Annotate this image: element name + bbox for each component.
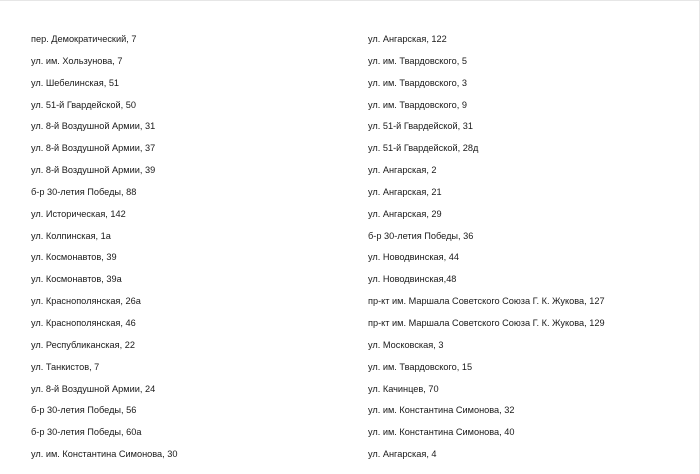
address-item: ул. им. Константина Симонова, 32	[368, 405, 515, 416]
address-list-right	[368, 32, 688, 469]
address-item: ул. им. Константина Симонова, 30	[31, 449, 178, 460]
address-item: ул. Танкистов, 7	[31, 361, 100, 372]
address-item: ул. 8-й Воздушной Армии, 24	[31, 383, 156, 394]
address-item: ул. 51-й Гвардейской, 50	[31, 99, 136, 110]
address-item: б-р 30-летия Победы, 88	[31, 186, 137, 197]
address-item: ул. Новодвинская,48	[368, 274, 457, 285]
address-item: ул. им. Хользунова, 7	[31, 55, 123, 66]
address-item: ул. Республиканская, 22	[31, 339, 135, 350]
address-item: ул. им. Твардовского, 3	[368, 77, 467, 88]
address-item: ул. Ангарская, 29	[368, 208, 442, 219]
address-item: ул. Шебелинская, 51	[31, 77, 120, 88]
address-item: ул. им. Твардовского, 5	[368, 55, 467, 66]
address-item: ул. Краснополянская, 46	[31, 317, 136, 328]
address-item: б-р 30-летия Победы, 36	[368, 230, 474, 241]
address-item: ул. Краснополянская, 26а	[31, 296, 141, 307]
address-item: ул. им. Твардовского, 15	[368, 361, 473, 372]
address-list-left	[31, 32, 351, 469]
address-item: б-р 30-летия Победы, 56	[31, 405, 137, 416]
address-item: ул. 51-й Гвардейской, 28д	[368, 143, 479, 154]
address-item: ул. Качинцев, 70	[368, 383, 439, 394]
address-item: ул. Космонавтов, 39а	[31, 274, 122, 285]
address-item: ул. 8-й Воздушной Армии, 37	[31, 143, 156, 154]
address-item: ул. Колпинская, 1а	[31, 230, 111, 241]
address-item: пр-кт им. Маршала Советского Союза Г. К. Жукова, 129	[368, 317, 605, 328]
address-item: ул. Ангарская, 2	[368, 165, 437, 176]
address-item: ул. Космонавтов, 39	[31, 252, 117, 263]
address-item: ул. 8-й Воздушной Армии, 39	[31, 165, 156, 176]
address-item: ул. Новодвинская, 44	[368, 252, 459, 263]
address-item: ул. Историческая, 142	[31, 208, 126, 219]
address-item: ул. 51-й Гвардейской, 31	[368, 121, 473, 132]
address-item: ул. им. Твардовского, 9	[368, 99, 467, 110]
address-item: ул. Ангарская, 122	[368, 34, 447, 44]
address-item: ул. 8-й Воздушной Армии, 31	[31, 121, 156, 132]
address-item: пр-кт им. Маршала Советского Союза Г. К. Жукова, 127	[368, 296, 605, 307]
address-item: пер. Демократический, 7	[31, 34, 137, 44]
address-item: ул. Московская, 3	[368, 339, 444, 350]
address-item: ул. Ангарская, 21	[368, 186, 442, 197]
address-item: ул. Ангарская, 4	[368, 449, 437, 460]
address-item: б-р 30-летия Победы, 60а	[31, 427, 142, 438]
address-item: ул. им. Константина Симонова, 40	[368, 427, 515, 438]
